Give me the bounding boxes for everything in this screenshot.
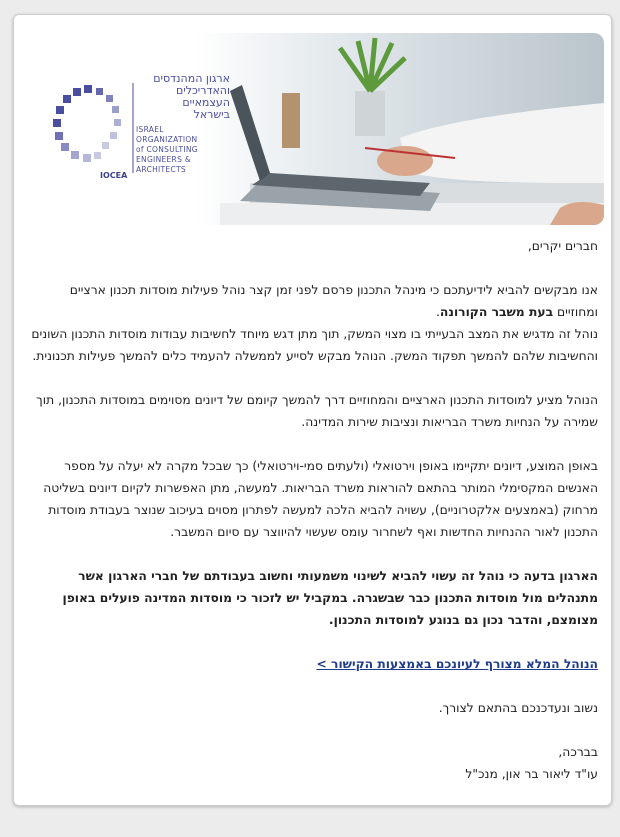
signoff: בברכה, (558, 745, 598, 759)
greeting: חברים יקרים, (527, 239, 598, 253)
paragraph-1-line-2: ומחוזיים (553, 305, 598, 319)
closing-line: נשוב ונעדכנכם בהתאם לצורך. (438, 701, 598, 715)
paragraph-2: הנוהל מציע למוסדות התכנון הארציים והמחוזיים דרך להמשך קיומם של דיונים מסוימים במוסדות התכנון, תוך שמירה על הנחיות משרד הבריאות ונציבות שירות המדינה. (36, 393, 598, 429)
paragraph-4: הארגון בדעה כי נוהל זה עשוי להביא לשינוי משמעותי וחשוב בעבודתם של חברי הארגון אשר מתנהלים מול מוסדות התכנון כבר שבשגרה. במקביל יש לזכור כי מוסדות המדינה פועלים באופן מצומצם, והדבר נכון גם בנוגע למוסדות התכנון. (62, 569, 598, 627)
paragraph-1-line-1: אנו מבקשים להביא לידיעתכם כי מינהל התכנון פרסם לפני זמן קצר נוהל פעילות מוסדות תכנון ארציים (69, 283, 598, 297)
logo-hebrew-line: ארגון המהנדסים (153, 72, 230, 85)
paragraph-1-period: . (436, 305, 440, 319)
banner-illustration (20, 33, 604, 225)
signature: עו"ד ליאור בר און, מנכ"ל (465, 767, 598, 781)
logo-acronym: IOCEA (100, 171, 128, 180)
logo-english-line: ISRAEL (136, 125, 164, 134)
email-card (13, 14, 612, 806)
logo-hebrew-line: בישראל (193, 108, 230, 121)
logo-hebrew-line: והאדריכלים (175, 84, 230, 97)
paragraph-1-rest: נוהל זה מדגיש את המצב הבעייתי בו מצוי המשק, תוך מתן דגש מיוחד לחשיבות עבודות מוסדות התכנון השונים והחשיבות שלהם להמשך תפקוד המשק. הנוהל מבקש לסייע לממשלה להעמיד כלים להמשך פעילות תכנונית. (31, 327, 598, 363)
header-banner (20, 33, 604, 225)
logo-english-line: ENGINEERS & ARCHITECTS (136, 155, 191, 174)
logo-english-line: ORGANIZATION (136, 135, 198, 144)
corona-crisis-bold: בעת משבר הקורונה (439, 305, 554, 319)
logo-hebrew (140, 73, 230, 121)
logo-hebrew-line: העצמאיים (182, 96, 230, 109)
full-procedure-link[interactable]: הנוהל המלא מצורף לעיונכם באמצעות הקישור > (316, 657, 598, 671)
paragraph-1 (28, 279, 598, 367)
letter-body (28, 235, 598, 785)
logo-english (136, 125, 216, 175)
logo-english-line: of CONSULTING (136, 145, 198, 154)
paragraph-3: באופן המוצע, דיונים יתקיימו באופן וירטואלי (ולעתים סמי-וירטואלי) כך שבכל מקרה לא יעלה על מספר האנשים המקסימלי המותר בהתאם להוראות משרד הבריאות. למעשה, מתן האפשרות לקיום דיונים בשליטה מרחוק (באמצעים אלקטרוניים), עשויה להביא הלכה למעשה לפתרון מסוים בעיכוב שנוצר בעבודת מוסדות התכנון לאור ההנחיות החדשות ואף לשחרור עומס שעשוי להיווצר עם סיום המשבר. (43, 459, 598, 539)
